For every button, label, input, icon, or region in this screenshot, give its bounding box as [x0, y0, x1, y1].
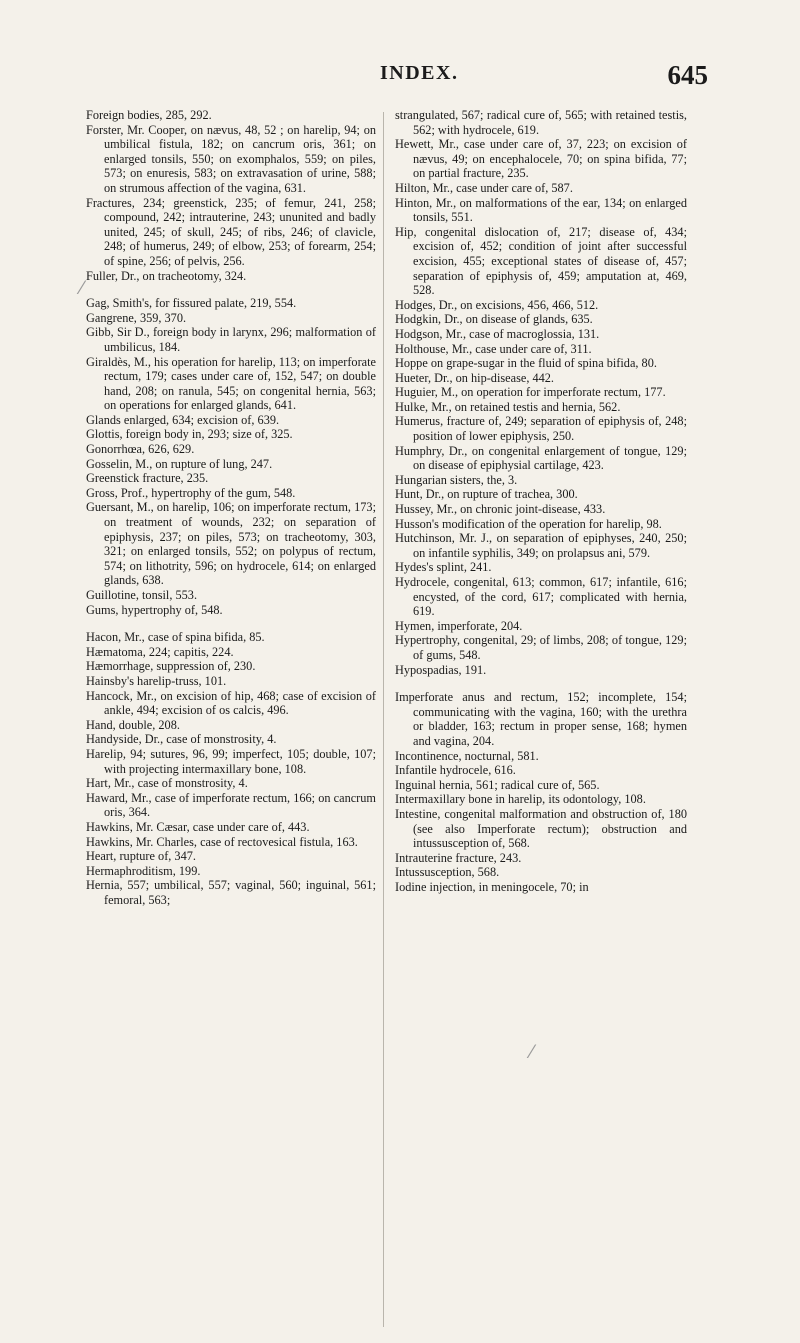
index-entry: Harelip, 94; sutures, 96, 99; imperfect, 105; double, 107; with projecting intermaxillary bone, 108. — [86, 746, 376, 776]
index-entry: Incontinence, nocturnal, 581. — [395, 748, 539, 763]
index-entry: Gangrene, 359, 370. — [86, 310, 187, 325]
index-entry: Husson's modification of the operation for harelip, 98. — [395, 516, 662, 531]
pencil-mark: ⁄ — [530, 1042, 534, 1063]
index-entry: Hancock, Mr., on excision of hip, 468; case of excision of ankle, 494; excision of os calcis, 496. — [86, 688, 376, 718]
page-header — [0, 62, 800, 102]
index-entry: Hymen, imperforate, 204. — [395, 618, 523, 633]
index-entry: Gonorrhœa, 626, 629. — [86, 442, 195, 457]
index-entry: Hacon, Mr., case of spina bifida, 85. — [86, 630, 265, 645]
index-entry: Hodgson, Mr., case of macroglossia, 131. — [395, 326, 600, 341]
index-entry: Hydes's splint, 241. — [395, 560, 492, 575]
index-entry: Iodine injection, in meningocele, 70; in — [395, 879, 589, 894]
index-entry: Hueter, Dr., on hip-disease, 442. — [395, 370, 554, 385]
index-entry: Hypospadias, 191. — [395, 662, 487, 677]
index-entry: Handyside, Dr., case of monstrosity, 4. — [86, 732, 277, 747]
index-entry: Gibb, Sir D., foreign body in larynx, 296; malformation of umbilicus, 184. — [86, 325, 376, 354]
index-entry: Hilton, Mr., case under care of, 587. — [395, 180, 573, 195]
pencil-mark: ⁄ — [80, 278, 84, 299]
index-entry: Imperforate anus and rectum, 152; incomplete, 154; communicating with the vagina, 160; with the urethra or bladder, 163; rectum in proper sense, 168; hymen and vagina, 204. — [395, 690, 687, 748]
index-entry: Inguinal hernia, 561; radical cure of, 565. — [395, 777, 600, 792]
index-entry: Holthouse, Mr., case under care of, 311. — [395, 341, 592, 356]
index-entry: Hand, double, 208. — [86, 717, 180, 732]
index-entry: Hutchinson, Mr. J., on separation of epiphyses, 240, 250; on infantile syphilis, 349; on prolapsus ani, 579. — [395, 531, 687, 560]
letter-section-gap — [86, 617, 376, 630]
index-entry: Hydrocele, congenital, 613; common, 617; infantile, 616; encysted, of the cord, 617; complicated with hernia, 619. — [395, 575, 687, 619]
index-entry: Hernia, 557; umbilical, 557; vaginal, 560; inguinal, 561; femoral, 563; — [86, 878, 376, 907]
index-entry: Hermaphroditism, 199. — [86, 863, 201, 878]
index-entry: Gums, hypertrophy of, 548. — [86, 602, 223, 617]
index-entry: Forster, Mr. Cooper, on nævus, 48, 52 ; on harelip, 94; on umbilical fistula, 182; on cancrum oris, 361; on enlarged tonsils, 550; on exomphalos, 559; on piles, 573; on enuresis, 583; on extravasation of urine, 588; on strumous affection of the vagina, 631. — [86, 122, 376, 195]
index-entry: Intussusception, 568. — [395, 865, 500, 880]
index-entry: Guersant, M., on harelip, 106; on imperforate rectum, 173; on treatment of wounds, 232; on separation of epiphysis, 237; on piles, 573; on tracheotomy, 303, 321; on enlarged tonsils, 552; on polypus of rectum, 574; on lithotrity, 596; on hydrocele, 614; on enlarged glands, 638. — [86, 500, 376, 588]
index-entry: Hodges, Dr., on excisions, 456, 466, 512. — [395, 297, 599, 312]
index-entry: Guillotine, tonsil, 553. — [86, 588, 198, 602]
column-divider — [383, 112, 384, 1327]
index-entry: Glottis, foreign body in, 293; size of, 325. — [86, 427, 293, 442]
index-entry: Hæmatoma, 224; capitis, 224. — [86, 644, 234, 659]
index-entry: Haward, Mr., case of imperforate rectum, 166; on cancrum oris, 364. — [86, 790, 376, 820]
index-entry: Gosselin, M., on rupture of lung, 247. — [86, 456, 273, 471]
index-entry: Hoppe on grape-sugar in the fluid of spina bifida, 80. — [395, 356, 657, 371]
index-entry: Intrauterine fracture, 243. — [395, 850, 522, 865]
index-entry: Giraldès, M., his operation for harelip, 113; on imperforate rectum, 179; cases under care of, 152, 547; on double hand, 208; on ranula, 545; on congenital hernia, 563; on operations for enlarged glands, 641. — [86, 354, 376, 413]
index-entry: Hinton, Mr., on malformations of the ear, 134; on enlarged tonsils, 551. — [395, 195, 687, 225]
index-entry: Hip, congenital dislocation of, 217; disease of, 434; excision of, 452; condition of joint after successful excision, 455; exceptional states of disease of, 457; separation of epiphysis of, 459; amputation at, 469, 528. — [395, 224, 687, 298]
index-entry: Fractures, 234; greenstick, 235; of femur, 241, 258; compound, 242; intrauterine, 243; ununited and badly united, 245; of skull, 245; of ribs, 246; of clavicle, 248; of humerus, 249; of elbow, 253; of forearm, 254; of spine, 256; of pelvis, 256. — [86, 195, 376, 268]
page-number: 645 — [667, 60, 708, 90]
index-entry: Hainsby's harelip-truss, 101. — [86, 673, 227, 688]
letter-section-gap — [86, 283, 376, 296]
index-entry: Hungarian sisters, the, 3. — [395, 472, 518, 487]
index-entry: Foreign bodies, 285, 292. — [86, 108, 212, 122]
index-entry: Hussey, Mr., on chronic joint-disease, 433. — [395, 502, 606, 517]
index-entry: Intestine, congenital malformation and obstruction of, 180 (see also Imperforate rectum); obstruction and intussusception of, 568. — [395, 806, 687, 851]
index-entry: Hodgkin, Dr., on disease of glands, 635. — [395, 312, 593, 327]
index-entry: Glands enlarged, 634; excision of, 639. — [86, 412, 280, 427]
index-entry: Hulke, Mr., on retained testis and hernia, 562. — [395, 399, 621, 414]
index-entry: Hunt, Dr., on rupture of trachea, 300. — [395, 487, 578, 502]
index-entry: Hawkins, Mr. Cæsar, case under care of, 443. — [86, 819, 310, 834]
index-entry: Gag, Smith's, for fissured palate, 219, 554. — [86, 296, 297, 311]
index-entry: Heart, rupture of, 347. — [86, 849, 196, 864]
letter-section-gap — [395, 677, 687, 690]
index-entry: Intermaxillary bone in harelip, its odontology, 108. — [395, 792, 646, 807]
index-entry: Humerus, fracture of, 249; separation of epiphysis of, 248; position of lower epiphysis, 250. — [395, 414, 687, 444]
index-entry: Gross, Prof., hypertrophy of the gum, 548. — [86, 485, 296, 500]
index-entry: Hewett, Mr., case under care of, 37, 223; on excision of nævus, 49; on encephalocele, 70; on spina bifida, 77; on partial fracture, 235. — [395, 137, 687, 181]
index-column-left — [86, 108, 376, 907]
index-entry: Hawkins, Mr. Charles, case of rectovesical fistula, 163. — [86, 834, 358, 849]
running-title: INDEX. — [380, 62, 459, 84]
index-entry: Hart, Mr., case of monstrosity, 4. — [86, 776, 248, 791]
index-entry: Humphry, Dr., on congenital enlargement of tongue, 129; on disease of epiphysial cartilage, 423. — [395, 443, 687, 473]
index-column-right — [395, 108, 687, 894]
index-entry: Hæmorrhage, suppression of, 230. — [86, 659, 256, 674]
index-entry: Hypertrophy, congenital, 29; of limbs, 208; of tongue, 129; of gums, 548. — [395, 633, 687, 662]
index-entry: Fuller, Dr., on tracheotomy, 324. — [86, 268, 247, 283]
index-entry: Infantile hydrocele, 616. — [395, 763, 516, 778]
index-entry: Huguier, M., on operation for imperforate rectum, 177. — [395, 385, 666, 400]
index-entry: Greenstick fracture, 235. — [86, 471, 209, 486]
index-entry: strangulated, 567; radical cure of, 565; with retained testis, 562; with hydrocele, 619. — [395, 108, 687, 137]
